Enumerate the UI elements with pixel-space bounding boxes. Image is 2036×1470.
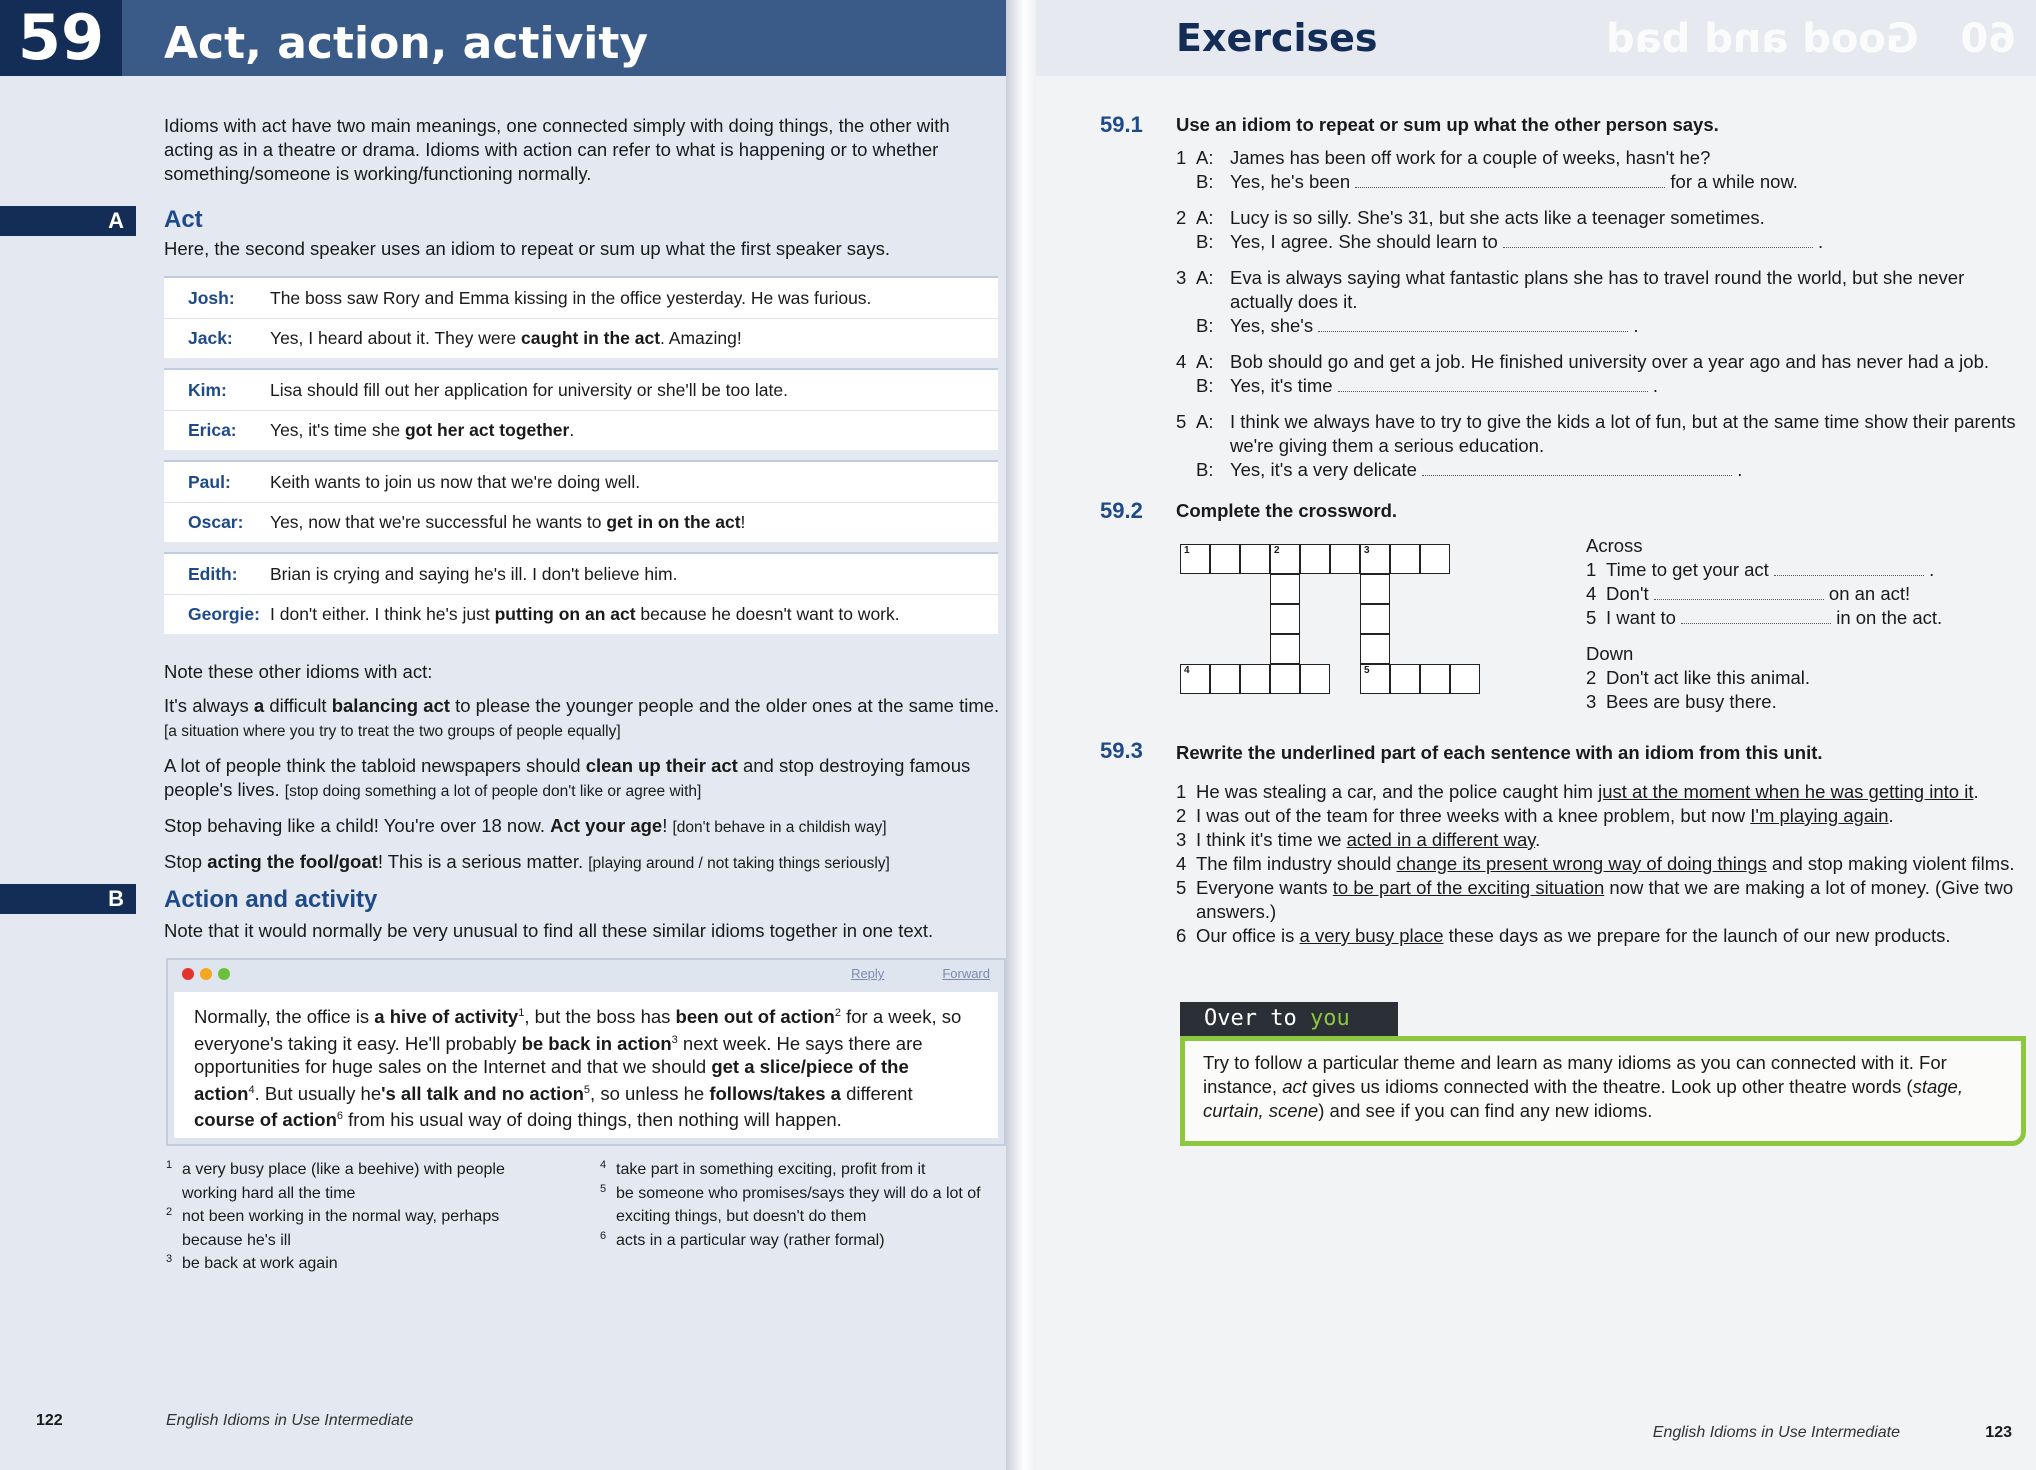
crossword-cell[interactable] [1360, 574, 1390, 604]
answer-blank[interactable] [1318, 316, 1628, 332]
dialogue-text: Keith wants to join us now that we're doing well. [270, 471, 641, 492]
exercise-heading: Use an idiom to repeat or sum up what the other person says. [1176, 114, 1719, 135]
clue: 3 Bees are busy there. [1586, 691, 1777, 712]
speaker: Kim: [188, 379, 227, 400]
dialogue-pair [164, 552, 998, 634]
speaker: Edith: [188, 563, 238, 584]
exercise-number: 59.2 [1100, 498, 1143, 523]
over-to-you-box: Try to follow a particular theme and learn as many idioms as you can connected with it. For instance, act gives us idioms connected with the theatre. Look up other theatre words (stage, curtain, scene) and see if you can find any new idioms. [1180, 1036, 2026, 1146]
left-page [0, 0, 1016, 1470]
crossword-cell[interactable]: 3 [1360, 544, 1390, 574]
email-body: Normally, the office is a hive of activity$^1$, but the boss has been out of action$^2$ for a week, so everyone's taking it easy. He'll probably be back in action$^3$ next week. He says there are opportunities for huge sales on the Internet and that we should get a slice/piece of the action$^4$. But usually he's all talk and no action$^5$, so unless he follows/takes a different course of action$^6$ from his usual way of doing things, then nothing will happen. [174, 992, 998, 1138]
window-controls [182, 968, 230, 980]
note-item: Stop behaving like a child! You're over 18 now. Act your age! [don't behave in a childish way] [164, 815, 887, 836]
question: 3 A: Eva is always saying what fantastic plans she has to travel round the world, but she never actually does it. B: Yes, she's . [1176, 267, 1965, 336]
crossword-cell[interactable] [1270, 604, 1300, 634]
section-a-tab: A [0, 206, 136, 236]
crossword-cell[interactable] [1270, 574, 1300, 604]
footnote: 2 not been working in the normal way, perhaps because he's ill [166, 1206, 500, 1249]
crossword-cell[interactable] [1420, 544, 1450, 574]
crossword-cell[interactable] [1210, 544, 1240, 574]
question: 6 Our office is a very busy place these days as we prepare for the launch of our new products. [1176, 925, 1951, 946]
exercise-number: 59.1 [1100, 112, 1143, 137]
question: 4 A: Bob should go and get a job. He finished university over a year ago and has never had a job. B: Yes, it's time . [1176, 351, 1990, 396]
reply-link[interactable]: Reply [851, 966, 885, 981]
answer-blank[interactable] [1503, 232, 1813, 248]
other-idioms-notes [164, 660, 1004, 886]
page-number-left: 122 [36, 1412, 63, 1429]
question: 1 He was stealing a car, and the police caught him just at the moment when he was getting into it. [1176, 781, 1979, 802]
dialogue-text: Yes, now that we're successful he wants to get in on the act! [270, 512, 746, 532]
idiom: got her act together [404, 420, 570, 440]
unit-header [0, 0, 1016, 76]
crossword-cell[interactable] [1240, 664, 1270, 694]
unit-title: Act, action, activity [164, 18, 649, 69]
footnotes-left [166, 1158, 526, 1276]
dialogue-text: I don't either. I think he's just putting on an act because he doesn't want to work. [270, 604, 900, 624]
over-to-you-tab: Over to you [1180, 1002, 1398, 1036]
question: 2 A: Lucy is so silly. She's 31, but she acts like a teenager sometimes. B: Yes, I agree. She should learn to . [1176, 207, 1824, 252]
exercise-59-1-items [1176, 146, 2021, 482]
footnotes-right [600, 1158, 1010, 1252]
exercise-heading: Complete the crossword. [1176, 500, 1398, 521]
crossword-cell[interactable]: 2 [1270, 544, 1300, 574]
book-title-footer-left: English Idioms in Use Intermediate [166, 1412, 414, 1429]
note-item: Stop acting the fool/goat! This is a serious matter. [playing around / not taking things seriously] [164, 851, 890, 872]
dialogue-text: Brian is crying and saying he's ill. I don't believe him. [270, 563, 678, 584]
speaker: Paul: [188, 471, 231, 492]
speaker: Josh: [188, 287, 235, 308]
crossword-cell[interactable]: 4 [1180, 664, 1210, 694]
exercise-number: 59.3 [1100, 738, 1143, 763]
crossword-cell[interactable] [1240, 544, 1270, 574]
email-window [166, 958, 1006, 1146]
down-label: Down [1586, 643, 1634, 664]
page-number-right: 123 [1985, 1424, 2012, 1441]
clue: 1 Time to get your act . [1586, 559, 1935, 580]
answer-blank[interactable] [1774, 560, 1924, 576]
speaker: Georgie: [188, 604, 260, 624]
crossword-cell[interactable] [1270, 664, 1300, 694]
gloss: [don't behave in a childish way] [672, 819, 887, 836]
section-a-subtitle: Here, the second speaker uses an idiom to repeat or sum up what the first speaker says. [164, 238, 890, 259]
footnote: 5 be someone who promises/says they will do a lot of exciting things, but doesn't do them [600, 1182, 981, 1225]
minimize-dot-icon [200, 968, 212, 980]
footnote: 4 take part in something exciting, profit from it [600, 1159, 926, 1178]
dialogue-pair [164, 460, 998, 542]
exercise-59-3-items [1176, 780, 2026, 948]
section-b-subtitle: Note that it would normally be very unusual to find all these similar idioms together in one text. [164, 920, 934, 941]
crossword-grid [1180, 544, 1540, 724]
maximize-dot-icon [218, 968, 230, 980]
section-b-title: Action and activity [164, 886, 378, 913]
crossword-cell[interactable]: 1 [1180, 544, 1210, 574]
crossword-cell[interactable]: 5 [1360, 664, 1390, 694]
dialogue-text: Lisa should fill out her application for university or she'll be too late. [270, 379, 788, 400]
speaker: Oscar: [188, 512, 244, 532]
crossword-cell[interactable] [1210, 664, 1240, 694]
speaker: Jack: [188, 328, 233, 348]
crossword-cell[interactable] [1390, 544, 1420, 574]
note-item: It's always a difficult balancing act to please the younger people and the older ones at the same time. [a situation where you try to treat the two groups of people equally] [164, 695, 1000, 740]
crossword-cell[interactable] [1360, 604, 1390, 634]
footnote: 3 be back at work again [166, 1253, 338, 1272]
book-title-footer-right: English Idioms in Use Intermediate [1652, 1424, 1900, 1441]
speaker: Erica: [188, 420, 237, 440]
crossword-cell[interactable] [1420, 664, 1450, 694]
answer-blank[interactable] [1681, 608, 1831, 624]
question: 1 A: James has been off work for a couple of weeks, hasn't he? B: Yes, he's been for a while now. [1176, 147, 1798, 192]
close-dot-icon [182, 968, 194, 980]
clue: 4 Don't on an act! [1586, 583, 1911, 604]
idiom: get in on the act [606, 512, 741, 532]
note-item: A lot of people think the tabloid newspapers should clean up their act and stop destroying famous people's lives. [stop doing something a lot of people don't like or agree with] [164, 755, 971, 800]
email-links [793, 966, 990, 981]
book-gutter [1006, 0, 1036, 1470]
gloss: [playing around / not taking things seriously] [588, 855, 890, 872]
footnote: 1 a very busy place (like a beehive) with people working hard all the time [166, 1159, 505, 1202]
gloss: [stop doing something a lot of people don't like or agree with] [284, 783, 702, 800]
question: 5 Everyone wants to be part of the exciting situation now that we are making a lot of money. (Give two answers.) [1176, 877, 2014, 922]
question: 4 The film industry should change its present wrong way of doing things and stop making violent films. [1176, 853, 2015, 874]
idiom: putting on an act [494, 604, 636, 624]
dialogue-pair [164, 276, 998, 358]
dialogue-text: Yes, I heard about it. They were caught in the act. Amazing! [270, 328, 742, 348]
note-intro: Note these other idioms with act: [164, 661, 433, 682]
right-page [1016, 0, 2036, 1470]
forward-link[interactable]: Forward [942, 966, 990, 981]
crossword-cell[interactable] [1360, 634, 1390, 664]
answer-blank[interactable] [1338, 376, 1648, 392]
section-b-tab: B [0, 884, 136, 914]
intro-paragraph: Idioms with act have two main meanings, one connected simply with doing things, the other with acting as in a theatre or drama. Idioms with action can refer to what is happening or to whether something/someone is working/functioning normally. [164, 115, 950, 184]
dialogue-list [164, 276, 998, 644]
crossword-cell[interactable] [1390, 664, 1420, 694]
exercise-heading: Rewrite the underlined part of each sentence with an idiom from this unit. [1176, 742, 1823, 763]
answer-blank[interactable] [1654, 584, 1824, 600]
unit-number: 59 [0, 0, 122, 76]
across-label: Across [1586, 535, 1643, 556]
dialogue-text: Yes, it's time she got her act together. [270, 420, 575, 440]
gloss: [a situation where you try to treat the two groups of people equally] [164, 723, 621, 740]
clue: 2 Don't act like this animal. [1586, 667, 1811, 688]
footnote: 6 acts in a particular way (rather formal) [600, 1229, 885, 1249]
crossword-cell[interactable] [1300, 664, 1330, 694]
dialogue-text: The boss saw Rory and Emma kissing in the office yesterday. He was furious. [270, 287, 872, 308]
idiom: caught in the act [521, 328, 661, 348]
answer-blank[interactable] [1422, 460, 1732, 476]
section-a-title: Act [164, 206, 203, 233]
question: 5 A: I think we always have to try to give the kids a lot of fun, but at the same time show their parents we're giving them a serious education. B: Yes, it's a very delicate . [1176, 411, 2016, 480]
question: 2 I was out of the team for three weeks with a knee problem, but now I'm playing again. [1176, 805, 1894, 826]
exercises-header [1016, 0, 2036, 76]
clue: 5 I want to in on the act. [1586, 607, 1943, 628]
crossword-clues [1586, 534, 2006, 714]
crossword-cell[interactable] [1270, 634, 1300, 664]
question: 3 I think it's time we acted in a different way. [1176, 829, 1541, 850]
crossword-cell[interactable] [1330, 544, 1360, 574]
crossword-cell[interactable] [1300, 544, 1330, 574]
exercises-title: Exercises [1176, 16, 1378, 60]
answer-blank[interactable] [1355, 172, 1665, 188]
show-through-title: 60 Good and bad [1605, 16, 2016, 62]
crossword-cell[interactable] [1450, 664, 1480, 694]
dialogue-pair [164, 368, 998, 450]
